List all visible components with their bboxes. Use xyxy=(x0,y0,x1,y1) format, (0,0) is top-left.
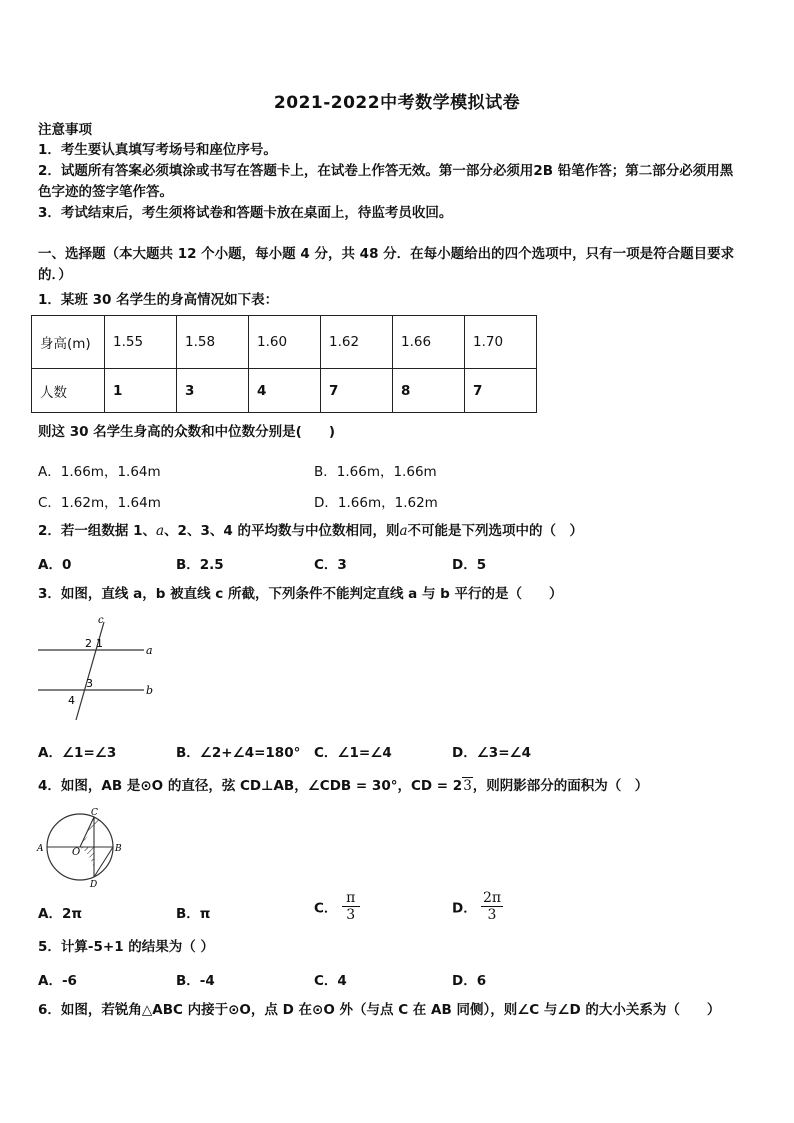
option-b: B．-4 xyxy=(176,973,215,989)
option-c: C．∠1=∠4 xyxy=(314,745,392,761)
sqrt-radicand: 3 xyxy=(463,778,472,794)
variable-a: a xyxy=(156,523,165,539)
table-cell: 1.62 xyxy=(321,316,393,369)
height-table xyxy=(31,315,537,413)
label-a: a xyxy=(146,644,153,657)
denominator: 3 xyxy=(487,907,497,923)
label-d: D xyxy=(90,880,98,889)
angle-2-label: 2 xyxy=(85,637,92,650)
option-a: A．2π xyxy=(38,906,83,922)
table-cell: 3 xyxy=(177,369,249,413)
notice-heading: 注意事项 xyxy=(38,122,92,138)
question-1-stem: 1．某班 30 名学生的身高情况如下表： xyxy=(38,292,279,308)
option-b: B．π xyxy=(176,906,211,922)
option-c: C．3 xyxy=(314,557,347,573)
circle-figure xyxy=(34,805,126,889)
shaded-region-lower xyxy=(80,847,94,877)
table-cell: 7 xyxy=(321,369,393,413)
figure-background xyxy=(36,612,158,727)
page-title: 2021-2022中考数学模拟试卷 xyxy=(273,93,521,113)
table-cell: 1.58 xyxy=(177,316,249,369)
section-heading: 一、选择题（本大题共 12 个小题，每小题 4 分，共 48 分．在每小题给出的四个选项中，只有一项是符合题目要求 xyxy=(38,246,735,262)
question-1-prompt: 则这 30 名学生身高的众数和中位数分别是( ) xyxy=(38,424,336,440)
option-d: D．5 xyxy=(452,557,487,573)
table-cell: 1.70 xyxy=(465,316,537,369)
angle-4-label: 4 xyxy=(68,694,75,707)
numerator: 2π xyxy=(482,890,502,906)
table-cell: 7 xyxy=(465,369,537,413)
table-row-counts xyxy=(32,369,537,413)
table-cell: 1 xyxy=(105,369,177,413)
table-cell: 1.60 xyxy=(249,316,321,369)
table-cell: 1.66 xyxy=(393,316,465,369)
table-cell: 1.55 xyxy=(105,316,177,369)
notice-item: 1．考生要认真填写考场号和座位序号。 xyxy=(38,142,277,158)
option-d: D．∠3=∠4 xyxy=(452,745,532,761)
stem-part: ，则阴影部分的面积为（ ） xyxy=(472,778,649,794)
option-d: D．6 xyxy=(452,973,487,989)
angle-1-label: 1 xyxy=(96,637,103,650)
option-b: B．∠2+∠4=180° xyxy=(176,745,301,761)
option-d: D．1.66m，1.62m xyxy=(314,495,438,511)
label-b: b xyxy=(146,684,154,697)
stem-part: 不可能是下列选项中的（ ） xyxy=(407,523,584,539)
option-label: D． xyxy=(452,900,477,917)
section-heading-cont: 的．） xyxy=(38,267,72,283)
label-c: c xyxy=(98,615,104,626)
parallel-lines-figure xyxy=(36,612,158,727)
angle-3-label: 3 xyxy=(86,677,93,690)
segment-bd xyxy=(94,847,113,877)
option-a: A．0 xyxy=(38,557,72,573)
shaded-region-upper xyxy=(80,817,99,847)
table-header-cell: 身高(m) xyxy=(32,316,105,369)
option-a: A．-6 xyxy=(38,973,77,989)
notice-item: 色字迹的签字笔作答。 xyxy=(38,184,173,200)
table-row-heights xyxy=(32,316,537,369)
table-cell: 8 xyxy=(393,369,465,413)
table-cell: 4 xyxy=(249,369,321,413)
notice-item: 2．试题所有答案必须填涂或书写在答题卡上，在试卷上作答无效。第一部分必须用2B 铅笔作答；第二部分必须用黑 xyxy=(38,163,734,179)
option-c: C．4 xyxy=(314,973,347,989)
label-c: C xyxy=(91,808,98,818)
notice-item: 3．考试结束后，考生须将试卷和答题卡放在桌面上，待监考员收回。 xyxy=(38,205,453,221)
option-a: A．1.66m，1.64m xyxy=(38,464,161,480)
label-a: A xyxy=(37,844,44,854)
denominator: 3 xyxy=(346,907,356,923)
question-3-stem: 3．如图，直线 a，b 被直线 c 所截，下列条件不能判定直线 a 与 b 平行的是（ ） xyxy=(38,586,563,602)
table-header-cell: 人数 xyxy=(32,369,105,413)
numerator: π xyxy=(346,890,356,906)
option-c: C．1.62m，1.64m xyxy=(38,495,161,511)
stem-part: 、2、3、4 的平均数与中位数相同，则 xyxy=(164,523,400,539)
stem-part: 4．如图，AB 是⊙O 的直径，弦 CD⊥AB，∠CDB = 30°，CD = 2 xyxy=(38,778,463,794)
option-d xyxy=(452,890,503,923)
fraction xyxy=(481,890,503,923)
variable-a: a xyxy=(399,523,408,539)
question-4-stem xyxy=(38,776,648,796)
option-b: B．2.5 xyxy=(176,557,224,573)
label-b: B xyxy=(115,844,122,854)
fraction xyxy=(342,890,360,923)
option-b: B．1.66m，1.66m xyxy=(314,464,437,480)
option-a: A．∠1=∠3 xyxy=(38,745,117,761)
question-2-stem xyxy=(38,521,583,541)
question-5-stem: 5．计算-5+1 的结果为（ ） xyxy=(38,939,214,955)
radius-oc xyxy=(80,817,94,847)
label-o: O xyxy=(72,847,81,858)
option-label: C． xyxy=(314,900,338,917)
option-c xyxy=(314,890,360,923)
question-6-stem: 6．如图，若锐角△ABC 内接于⊙O，点 D 在⊙O 外（与点 C 在 AB 同侧），则∠C 与∠D 的大小关系为（ ） xyxy=(38,1002,721,1018)
stem-part: 2．若一组数据 1、 xyxy=(38,523,156,539)
